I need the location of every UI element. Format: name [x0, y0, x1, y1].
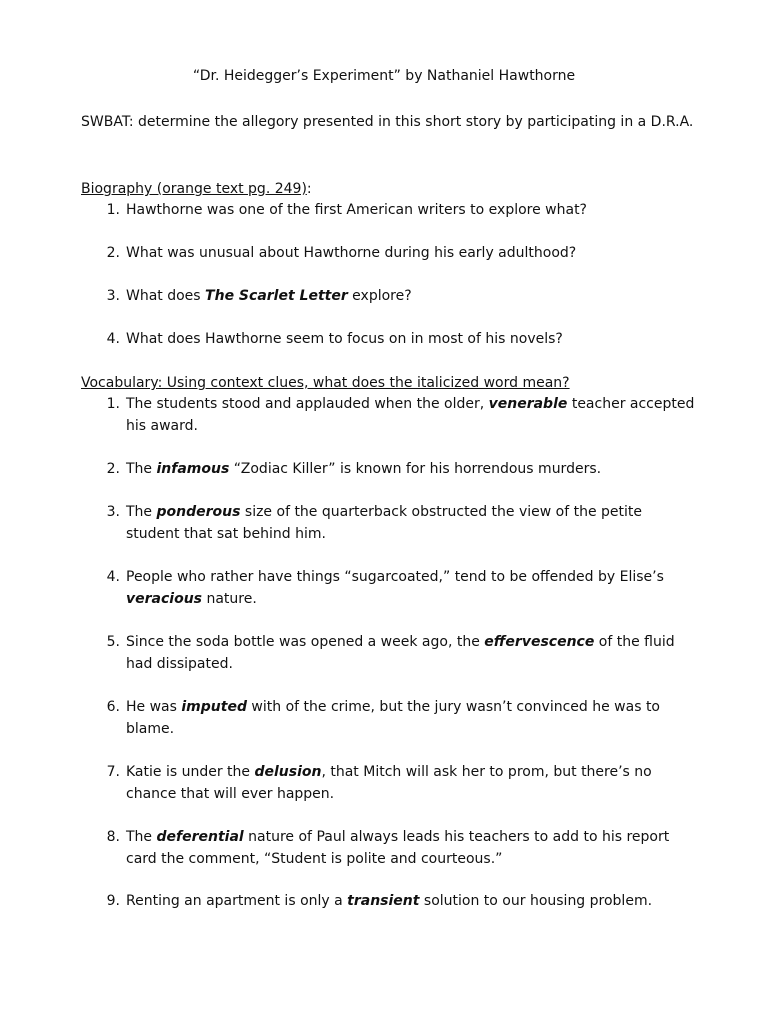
page-title: “Dr. Heidegger’s Experiment” by Nathaniel Hawthorne	[192, 68, 576, 84]
item-text: People who rather have things “sugarcoated,” tend to be offended by Elise’s veracious nature.	[126, 569, 664, 607]
vocab-word: veracious	[126, 590, 202, 607]
item-text: The deferential nature of Paul always leads his teachers to add to his report card the comment, “Student is polite and courteous.”	[126, 829, 670, 867]
item-text: The ponderous size of the quarterback obstructed the view of the petite student that sat behind him.	[126, 504, 643, 542]
item-number: 1.	[106, 202, 120, 218]
item-text: Since the soda bottle was opened a week ago, the effervescence of the fluid had dissipated.	[126, 634, 675, 672]
vocabulary-heading-label: Vocabulary	[81, 375, 158, 391]
item-number: 7.	[106, 764, 120, 780]
vocabulary-heading	[81, 373, 570, 395]
swbat-label: SWBAT	[81, 114, 129, 130]
item-number: 4.	[106, 569, 120, 585]
item-number: 4.	[106, 331, 120, 347]
item-number: 9.	[106, 893, 120, 909]
vocab-word: transient	[347, 893, 420, 909]
biography-heading-colon: :	[306, 181, 312, 197]
vocab-word: delusion	[254, 764, 322, 780]
item-text: The infamous “Zodiac Killer” is known for his horrendous murders.	[126, 461, 602, 477]
item-number: 3.	[106, 504, 120, 520]
item-text: What does The Scarlet Letter explore?	[126, 288, 412, 304]
vocab-word: ponderous	[156, 504, 241, 520]
item-text: The students stood and applauded when the older, venerable teacher accepted his award.	[126, 396, 695, 434]
vocab-word: deferential	[156, 829, 244, 845]
item-number: 6.	[106, 699, 120, 715]
biography-heading-label: Biography (orange text pg. 249)	[81, 181, 307, 197]
swbat-objective	[81, 112, 701, 134]
vocab-word: imputed	[181, 699, 247, 715]
item-text: What does Hawthorne seem to focus on in most of his novels?	[126, 331, 563, 347]
swbat-text: : determine the allegory presented in this short story by participating in a D.R.A.	[128, 114, 694, 130]
item-number: 2.	[106, 461, 120, 477]
vocab-word: effervescence	[484, 634, 595, 650]
item-text: He was imputed with of the crime, but the jury wasn’t convinced he was to blame.	[126, 699, 660, 737]
item-number: 3.	[106, 288, 120, 304]
item-number: 1.	[106, 396, 120, 412]
item-number: 5.	[106, 634, 120, 650]
item-number: 8.	[106, 829, 120, 845]
vocab-word: infamous	[156, 461, 230, 477]
item-text: Katie is under the delusion, that Mitch will ask her to prom, but there’s no chance that will ever happen.	[126, 764, 652, 802]
vocabulary-heading-instructions: : Using context clues, what does the italicized word mean?	[157, 375, 570, 391]
vocab-word: venerable	[488, 396, 568, 412]
item-text: Hawthorne was one of the first American writers to explore what?	[126, 202, 587, 218]
item-text: Renting an apartment is only a transient solution to our housing problem.	[126, 893, 653, 909]
item-number: 2.	[106, 245, 120, 261]
item-text: What was unusual about Hawthorne during his early adulthood?	[126, 245, 577, 261]
biography-heading	[81, 179, 312, 201]
